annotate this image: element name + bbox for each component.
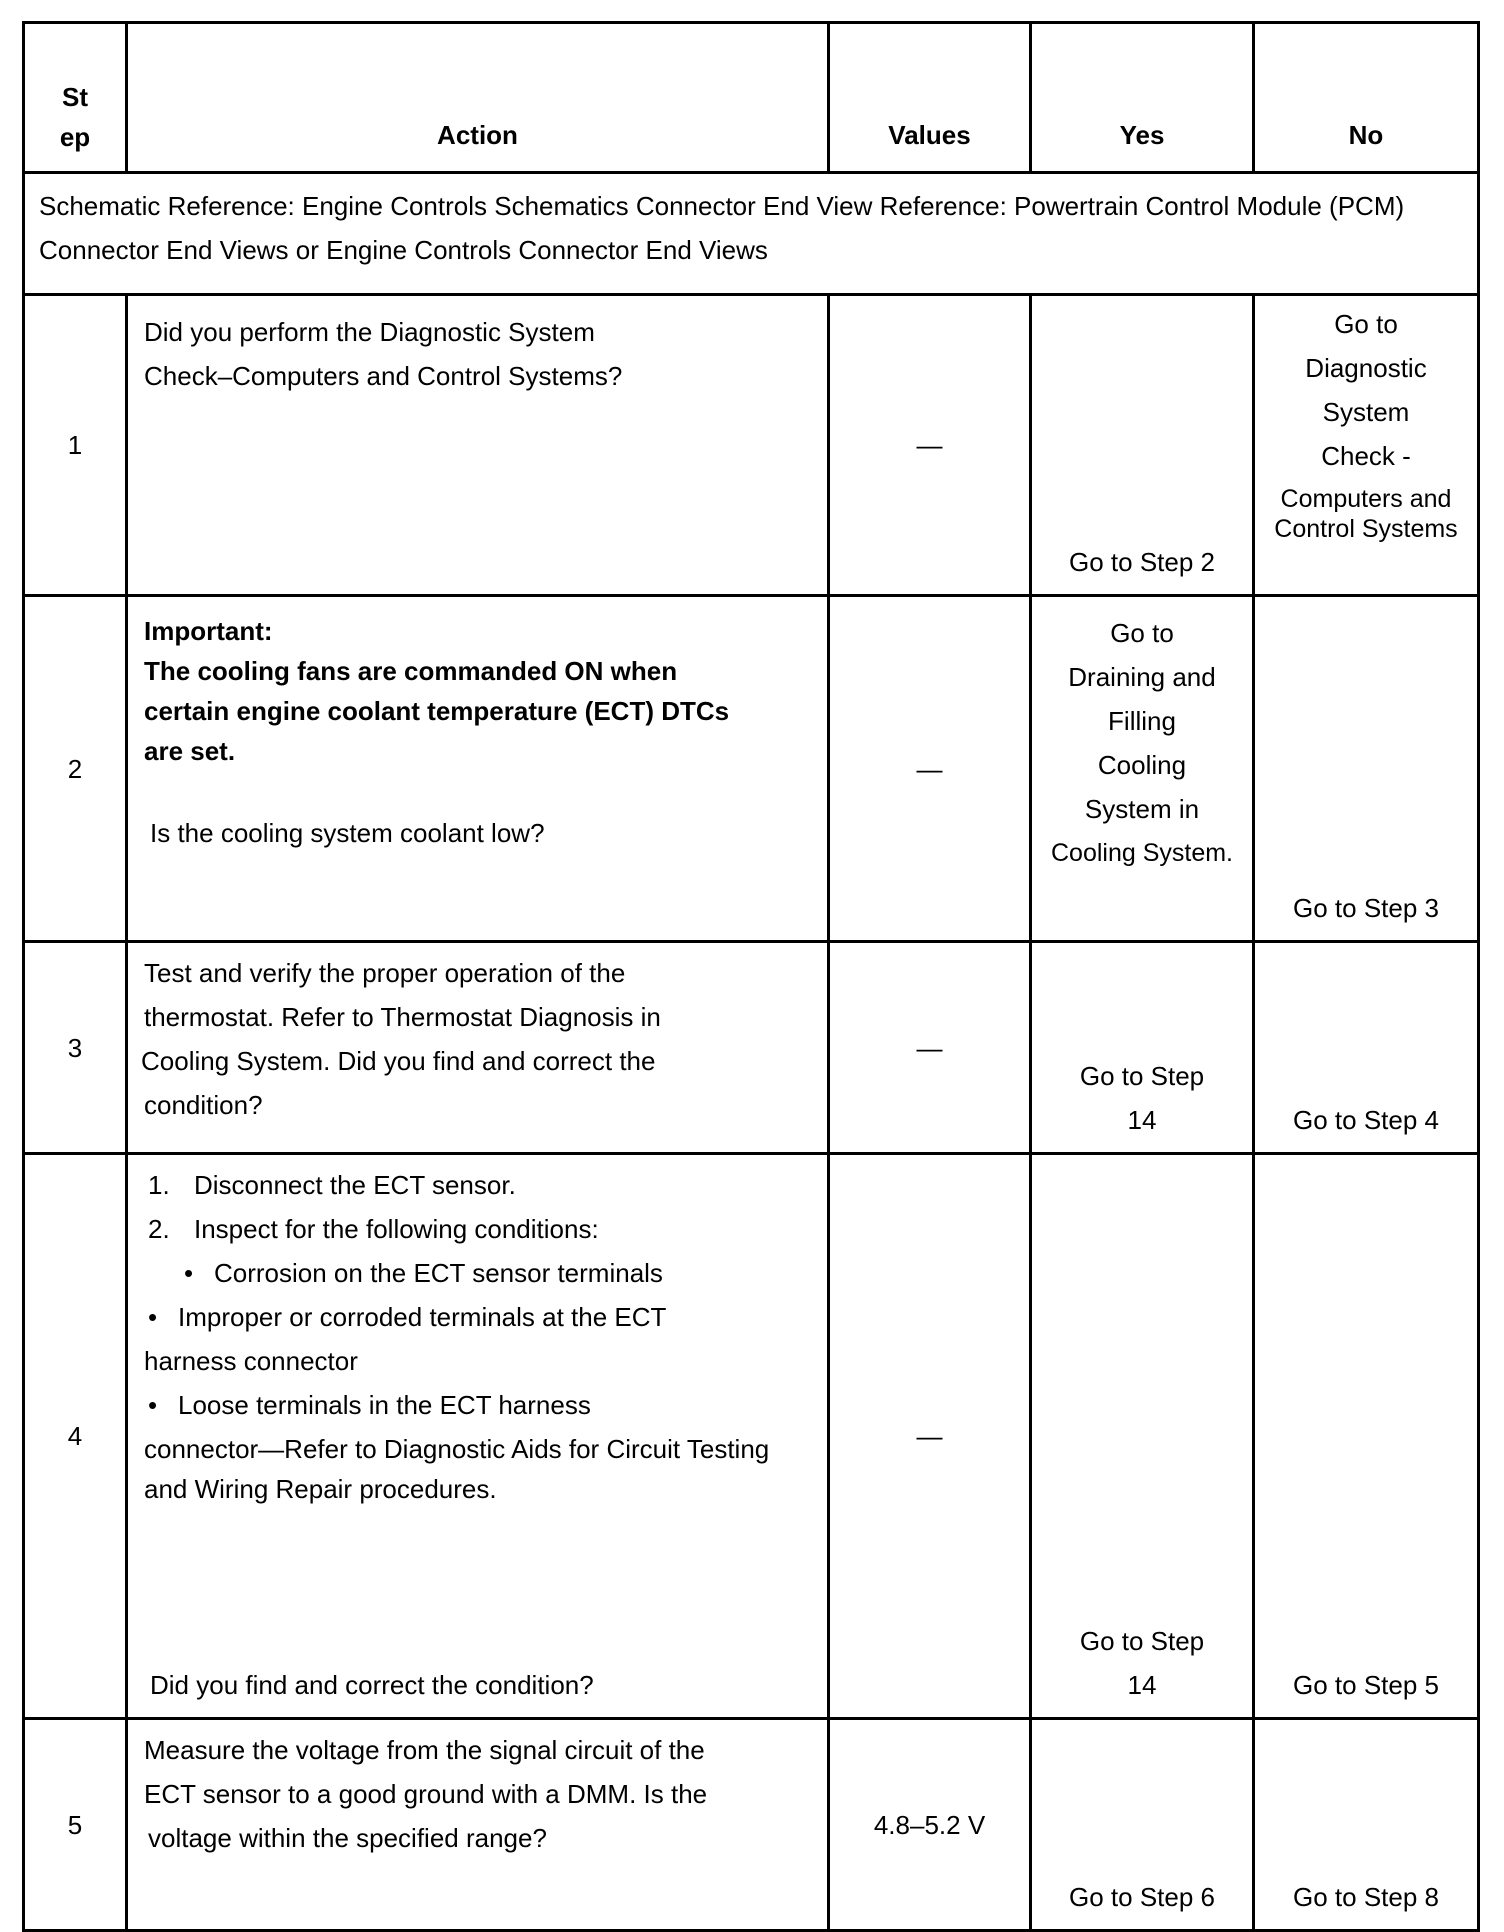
no-line: Check -	[1321, 441, 1411, 471]
no-link: Go to Step 4	[1293, 1105, 1439, 1135]
action-text	[127, 1719, 829, 1931]
question-text: Did you find and correct the condition?	[150, 1670, 594, 1700]
action-line: condition?	[144, 1090, 263, 1120]
bullet-item	[144, 1251, 813, 1295]
yes-link: Go to Step 2	[1069, 547, 1215, 577]
no-line: Computers and	[1280, 485, 1452, 513]
yes-cell	[1031, 295, 1254, 596]
yes-cell	[1031, 596, 1254, 942]
step-number: 3	[24, 942, 127, 1154]
no-link: Go to Step 8	[1293, 1882, 1439, 1912]
header-step-line2: ep	[59, 122, 91, 152]
yes-line: Draining and	[1068, 662, 1216, 692]
no-link: Go to Step 5	[1293, 1670, 1439, 1700]
header-yes: Yes	[1031, 23, 1254, 173]
step-number: 2	[24, 596, 127, 942]
no-cell	[1254, 596, 1479, 942]
bullet-icon: •	[148, 1302, 158, 1332]
yes-line: Go to Step	[1079, 1626, 1205, 1656]
header-values: Values	[829, 23, 1031, 173]
action-line: Did you perform the Diagnostic System	[144, 317, 595, 347]
no-line: Diagnostic	[1305, 353, 1427, 383]
no-cell	[1254, 1719, 1479, 1931]
yes-line: System in	[1084, 794, 1200, 824]
table-row	[24, 295, 1479, 596]
header-step-line1: St	[62, 82, 88, 112]
important-note-line: certain engine coolant temperature (ECT) DTCs	[144, 696, 730, 726]
list-text: Inspect for the following conditions:	[194, 1214, 599, 1244]
yes-line: Go to	[1110, 618, 1174, 648]
yes-line: Cooling	[1097, 750, 1187, 780]
yes-line: Filling	[1108, 706, 1176, 736]
value-cell: 4.8–5.2 V	[829, 1719, 1031, 1931]
yes-cell	[1031, 942, 1254, 1154]
diagnostic-table	[22, 21, 1480, 1932]
list-number: 1.	[148, 1170, 170, 1200]
step-number: 5	[24, 1719, 127, 1931]
value-cell: —	[829, 295, 1031, 596]
action-text	[127, 295, 829, 596]
yes-line: Cooling System.	[1050, 839, 1234, 867]
action-line: Test and verify the proper operation of the	[144, 958, 626, 988]
action-line: ECT sensor to a good ground with a DMM. Is the	[144, 1779, 708, 1809]
bullet-text: Improper or corroded terminals at the ECT	[178, 1302, 667, 1332]
step-number: 1	[24, 295, 127, 596]
header-no: No	[1254, 23, 1479, 173]
table-row	[24, 596, 1479, 942]
important-label: Important:	[144, 616, 273, 646]
value-cell: —	[829, 942, 1031, 1154]
list-item	[144, 1207, 813, 1251]
bullet-item	[144, 1295, 813, 1339]
yes-line: 14	[1127, 1670, 1157, 1700]
list-number: 2.	[148, 1214, 170, 1244]
list-item	[144, 1163, 813, 1207]
step-number: 4	[24, 1154, 127, 1719]
bullet-icon: •	[148, 1390, 158, 1420]
bullet-text: Corrosion on the ECT sensor terminals	[214, 1258, 663, 1288]
no-line: Control Systems	[1274, 515, 1458, 543]
table-row	[24, 1154, 1479, 1719]
header-action: Action	[127, 23, 829, 173]
action-line: Measure the voltage from the signal circuit of the	[144, 1735, 705, 1765]
no-cell	[1254, 1154, 1479, 1719]
action-text	[127, 1154, 829, 1719]
no-cell	[1254, 295, 1479, 596]
value-cell: —	[829, 596, 1031, 942]
bullet-text: connector—Refer to Diagnostic Aids for Circuit Testing	[144, 1434, 770, 1464]
action-line: thermostat. Refer to Thermostat Diagnosis in	[144, 1002, 661, 1032]
action-line: voltage within the specified range?	[148, 1823, 547, 1853]
no-link: Go to Step 3	[1293, 893, 1439, 923]
bullet-icon: •	[184, 1258, 194, 1288]
table-row	[24, 942, 1479, 1154]
important-note-line: are set.	[144, 736, 236, 766]
schematic-reference: Schematic Reference: Engine Controls Schematics Connector End View Reference: Powertrain Control Module (PCM) Connector End Views or Engine Controls Connector End Views	[24, 173, 1479, 295]
important-note-line: The cooling fans are commanded ON when	[144, 656, 678, 686]
header-row	[24, 23, 1479, 173]
action-line: Cooling System. Did you find and correct the	[141, 1046, 656, 1076]
table-row	[24, 1719, 1479, 1931]
bullet-item	[144, 1383, 813, 1427]
list-text: Disconnect the ECT sensor.	[194, 1170, 516, 1200]
no-cell	[1254, 942, 1479, 1154]
bullet-text: harness connector	[144, 1346, 358, 1376]
bullet-text: and Wiring Repair procedures.	[144, 1474, 497, 1504]
bullet-text: Loose terminals in the ECT harness	[178, 1390, 591, 1420]
yes-line: 14	[1127, 1105, 1157, 1135]
yes-line: Go to Step	[1079, 1061, 1205, 1091]
action-line: Check–Computers and Control Systems?	[144, 361, 623, 391]
action-text	[127, 596, 829, 942]
yes-link: Go to Step 6	[1069, 1882, 1215, 1912]
value-cell: —	[829, 1154, 1031, 1719]
yes-cell	[1031, 1719, 1254, 1931]
no-line: System	[1322, 397, 1410, 427]
question-text: Is the cooling system coolant low?	[150, 818, 545, 848]
action-text	[127, 942, 829, 1154]
header-step	[24, 23, 127, 173]
reference-row	[24, 173, 1479, 295]
yes-cell	[1031, 1154, 1254, 1719]
no-line: Go to	[1334, 309, 1398, 339]
